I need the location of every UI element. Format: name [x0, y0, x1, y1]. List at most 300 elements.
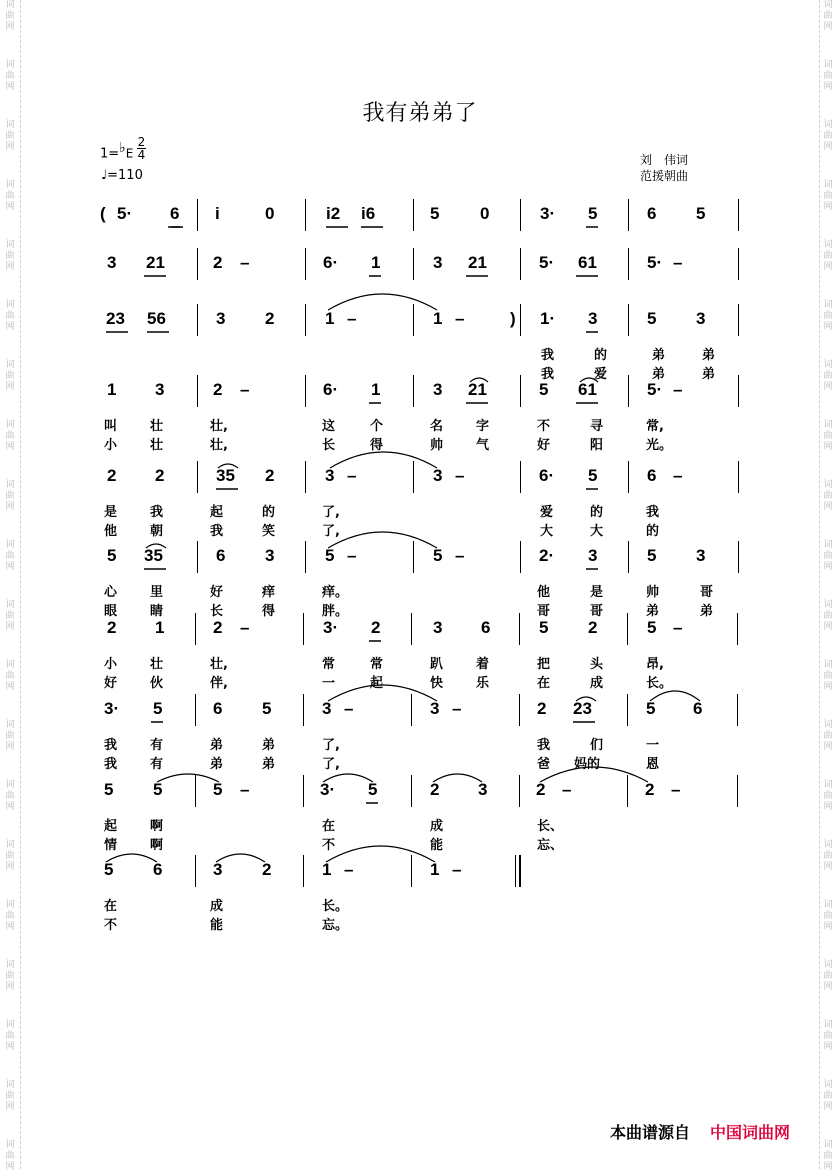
note: 6	[216, 546, 226, 565]
lyric-syllable: 不	[104, 918, 118, 933]
lyric-syllable: 伙	[150, 676, 164, 691]
watermark-text: 词 曲 网	[823, 1140, 833, 1172]
lyric-syllable: 弟	[262, 738, 276, 753]
watermark-text: 词 曲 网	[5, 840, 15, 872]
note: –	[347, 466, 357, 485]
note: 5	[213, 780, 223, 799]
lyric-syllable: 痒。	[322, 585, 349, 600]
note: 5	[104, 860, 114, 879]
note: 6	[647, 204, 657, 223]
key-prefix: 1=	[100, 146, 120, 162]
note: 2	[430, 780, 440, 799]
lyric-syllable: 好	[537, 438, 551, 453]
note: 6	[693, 699, 703, 718]
lyric-syllable: 弟	[652, 348, 666, 363]
lyric-syllable: 了,	[322, 505, 340, 520]
note: 23	[106, 309, 125, 328]
lyric-syllable: 啊	[150, 838, 164, 853]
note: 5	[433, 546, 443, 565]
lyric-syllable: 朝	[150, 524, 164, 539]
watermark-text: 词 曲 网	[823, 0, 833, 32]
lyric-syllable: 小	[104, 657, 118, 672]
watermark-text: 词 曲 网	[823, 240, 833, 272]
lyric-syllable: 壮,	[210, 657, 228, 672]
lyric-syllable: 我	[210, 524, 224, 539]
lyric-syllable: 在	[104, 899, 118, 914]
lyric-syllable: 在	[322, 819, 336, 834]
note: 35	[216, 466, 235, 485]
footer	[610, 1120, 790, 1143]
note: 1	[371, 253, 381, 272]
watermark-text: 词 曲 网	[823, 300, 833, 332]
lyric-syllable: 里	[150, 585, 164, 600]
lyric-syllable: 好	[210, 585, 224, 600]
lyric-syllable: 起	[104, 819, 118, 834]
lyric-syllable: 的	[646, 524, 660, 539]
lyric-syllable: 壮	[150, 438, 164, 453]
lyric-syllable: 的	[594, 348, 608, 363]
slur	[216, 854, 265, 862]
watermark-text: 词 曲 网	[5, 300, 15, 332]
lyric-syllable: 我	[646, 505, 660, 520]
lyric-syllable: 他	[537, 585, 551, 600]
note: i2	[326, 204, 341, 223]
note: 3	[433, 466, 443, 485]
lyric-syllable: 的	[590, 505, 604, 520]
watermark-text: 词 曲 网	[5, 780, 15, 812]
note: 5	[104, 780, 114, 799]
lyric-syllable: 忘、	[537, 838, 564, 853]
lyric-syllable: 我	[104, 757, 118, 772]
lyric-syllable: 快	[430, 676, 444, 691]
note: 2	[588, 618, 598, 637]
note: 1	[107, 380, 117, 399]
note: 2	[537, 699, 547, 718]
lyricist: 刘 伟词	[640, 153, 689, 167]
lyric-syllable: 能	[430, 838, 444, 853]
lyric-syllable: 眼	[104, 604, 118, 619]
note: 5·	[539, 253, 555, 272]
lyric-syllable: 我	[541, 348, 555, 363]
lyric-syllable: 个	[370, 419, 384, 434]
slur	[328, 532, 437, 548]
watermark-text: 词 曲 网	[5, 0, 15, 32]
lyric-syllable: 了,	[322, 738, 340, 753]
watermark-text: 词 曲 网	[5, 420, 15, 452]
note: –	[344, 860, 354, 879]
lyric-syllable: 弟	[702, 367, 716, 382]
lyric-syllable: 哥	[700, 585, 714, 600]
lyric-syllable: 啊	[150, 819, 164, 834]
lyric-syllable: 帅	[646, 585, 660, 600]
watermark-text: 词 曲 网	[823, 60, 833, 92]
watermark-text: 词 曲 网	[823, 540, 833, 572]
note: 3	[325, 466, 335, 485]
lyric-syllable: 弟	[702, 348, 716, 363]
watermark-text: 词 曲 网	[823, 720, 833, 752]
note: –	[562, 780, 572, 799]
note: 3·	[104, 699, 120, 718]
lyric-syllable: 长。	[322, 899, 349, 914]
note: –	[240, 618, 250, 637]
note: 1·	[540, 309, 556, 328]
note: 21	[468, 253, 487, 272]
lyric-syllable: 光。	[646, 438, 673, 453]
lyric-syllable: 不	[537, 419, 551, 434]
lyric-syllable: 长、	[537, 819, 564, 834]
watermark-text: 词 曲 网	[823, 960, 833, 992]
note: –	[671, 780, 681, 799]
note: 6·	[539, 466, 555, 485]
lyric-syllable: 成	[590, 676, 604, 691]
quarter-note-icon: ♩	[101, 168, 108, 183]
note: 6·	[323, 253, 339, 272]
watermark-text: 词 曲 网	[5, 540, 15, 572]
lyric-syllable: 弟	[210, 757, 224, 772]
lyric-syllable: 我	[537, 738, 551, 753]
footer-source: 本曲谱源自	[610, 1123, 691, 1142]
note: –	[455, 466, 465, 485]
slur	[580, 378, 598, 382]
slur	[328, 685, 437, 701]
watermark-text: 词 曲 网	[823, 480, 833, 512]
lyric-syllable: 妈的	[574, 757, 601, 772]
lyric-syllable: 睛	[150, 604, 164, 619]
lyric-syllable: 情	[104, 838, 118, 853]
note: 2	[213, 618, 223, 637]
lyric-syllable: 的	[262, 505, 276, 520]
lyric-syllable: 我	[150, 505, 164, 520]
lyric-syllable: 常	[322, 657, 336, 672]
watermark-text: 词 曲 网	[823, 1020, 833, 1052]
note: 3	[216, 309, 226, 328]
note: 2	[213, 380, 223, 399]
note: 3	[588, 546, 598, 565]
lyric-syllable: 这	[322, 419, 336, 434]
note: 5	[368, 780, 378, 799]
note: 3·	[323, 618, 339, 637]
note: 5·	[647, 380, 663, 399]
lyric-syllable: 乐	[476, 676, 490, 691]
note: –	[347, 309, 357, 328]
lyric-syllable: 哥	[537, 604, 551, 619]
note: 3	[322, 699, 332, 718]
lyric-syllable: 起	[370, 676, 384, 691]
lyric-syllable: 常	[370, 657, 384, 672]
lyric-syllable: 弟	[646, 604, 660, 619]
watermark-text: 词 曲 网	[5, 600, 15, 632]
watermark-text: 词 曲 网	[5, 60, 15, 92]
lyric-syllable: 一	[322, 676, 336, 691]
lyric-syllable: 我	[541, 367, 555, 382]
note: –	[344, 699, 354, 718]
lyric-syllable: 了,	[322, 757, 340, 772]
note: –	[673, 253, 683, 272]
lyric-syllable: 壮	[150, 419, 164, 434]
note: –	[673, 466, 683, 485]
lyric-syllable: 得	[370, 438, 384, 453]
note: 2	[155, 466, 165, 485]
note: 23	[573, 699, 592, 718]
note: 5	[647, 618, 657, 637]
watermark-text: 词 曲 网	[5, 180, 15, 212]
note: –	[240, 380, 250, 399]
watermark-text: 词 曲 网	[5, 120, 15, 152]
note: 3	[433, 380, 443, 399]
note: 3	[213, 860, 223, 879]
note: 5	[430, 204, 440, 223]
watermark-text: 词 曲 网	[823, 180, 833, 212]
key-letter: E	[125, 146, 134, 161]
watermark-text: 词 曲 网	[823, 600, 833, 632]
note: 1	[433, 309, 443, 328]
watermark-text: 词 曲 网	[5, 360, 15, 392]
lyric-syllable: 心	[104, 585, 118, 600]
lyric-syllable: 恩	[646, 757, 660, 772]
lyric-syllable: 字	[476, 419, 490, 434]
slur	[433, 774, 482, 782]
lyric-syllable: 叫	[104, 419, 118, 434]
lyric-syllable: 是	[590, 585, 604, 600]
lyric-syllable: 着	[476, 657, 490, 672]
lyric-syllable: 能	[210, 918, 224, 933]
lyric-syllable: 成	[430, 819, 444, 834]
note: 61	[578, 380, 597, 399]
watermark-text: 词 曲 网	[5, 1080, 15, 1112]
slur	[576, 697, 596, 701]
note: 0	[480, 204, 490, 223]
note: –	[455, 309, 465, 328]
lyric-syllable: 壮,	[210, 438, 228, 453]
note: 5	[696, 204, 706, 223]
note: 1	[371, 380, 381, 399]
lyric-syllable: 壮	[150, 657, 164, 672]
note: 5·	[117, 204, 133, 223]
watermark-text: 词 曲 网	[823, 840, 833, 872]
slur	[328, 294, 437, 310]
lyric-syllable: 常,	[646, 419, 664, 434]
note: 3	[430, 699, 440, 718]
note: 2	[645, 780, 655, 799]
note: i	[215, 204, 220, 223]
note: 5	[588, 466, 598, 485]
tempo-value: =110	[107, 168, 143, 183]
note: 2	[536, 780, 546, 799]
lyric-syllable: 壮,	[210, 419, 228, 434]
watermark-text: 词 曲 网	[823, 900, 833, 932]
note: 61	[578, 253, 597, 272]
note: 35	[144, 546, 163, 565]
time-denominator: 4	[137, 148, 146, 162]
watermark-text: 词 曲 网	[823, 420, 833, 452]
watermark-text: 词 曲 网	[5, 240, 15, 272]
lyric-syllable: 得	[262, 604, 276, 619]
watermark-text: 词 曲 网	[5, 960, 15, 992]
note: –	[455, 546, 465, 565]
lyric-syllable: 头	[590, 657, 604, 672]
lyric-syllable: 在	[537, 676, 551, 691]
note: 1	[430, 860, 440, 879]
footer-brand[interactable]: 中国词曲网	[710, 1123, 791, 1142]
slur	[540, 767, 648, 782]
watermark-text: 词 曲 网	[823, 660, 833, 692]
lyric-syllable: 他	[104, 524, 118, 539]
note: 5·	[647, 253, 663, 272]
lyric-syllable: 胖。	[322, 604, 349, 619]
lyric-syllable: 名	[430, 419, 444, 434]
lyric-syllable: 了,	[322, 524, 340, 539]
note: 5	[153, 699, 163, 718]
note: 2	[371, 618, 381, 637]
lyric-syllable: 弟	[700, 604, 714, 619]
note: 56	[147, 309, 166, 328]
note: 3·	[320, 780, 336, 799]
note: 2	[265, 466, 275, 485]
note: 5	[107, 546, 117, 565]
note: 5	[262, 699, 272, 718]
note: 3·	[540, 204, 556, 223]
slur	[323, 774, 373, 782]
note: 1	[325, 309, 335, 328]
lyric-syllable: 长	[322, 438, 336, 453]
lyric-syllable: 痒	[262, 585, 276, 600]
lyric-syllable: 大	[540, 524, 554, 539]
lyric-syllable: 小	[104, 438, 118, 453]
watermark-text: 词 曲 网	[823, 360, 833, 392]
lyric-syllable: 气	[476, 438, 490, 453]
note: 1	[155, 618, 165, 637]
watermark-text: 词 曲 网	[5, 660, 15, 692]
lyric-syllable: 笑	[262, 524, 276, 539]
lyric-syllable: 弟	[210, 738, 224, 753]
note: 2	[265, 309, 275, 328]
note: i6	[361, 204, 376, 223]
watermark-text: 词 曲 网	[5, 1140, 15, 1172]
lyric-syllable: 们	[590, 738, 604, 753]
note: 6	[170, 204, 180, 223]
watermark-text: 词 曲 网	[5, 900, 15, 932]
note: 5	[646, 699, 656, 718]
lyric-syllable: 趴	[430, 657, 444, 672]
slur	[330, 452, 437, 468]
lyric-syllable: 弟	[262, 757, 276, 772]
note: 5	[539, 618, 549, 637]
note: 6	[213, 699, 223, 718]
note: –	[452, 860, 462, 879]
note: 2	[107, 466, 117, 485]
watermark-text: 词 曲 网	[823, 1080, 833, 1112]
note: 3	[433, 253, 443, 272]
lyric-syllable: 哥	[590, 604, 604, 619]
lyric-syllable: 伴,	[210, 676, 228, 691]
note: 5	[647, 546, 657, 565]
lyric-syllable: 爱	[594, 367, 608, 382]
lyric-syllable: 成	[210, 899, 224, 914]
slur	[218, 464, 238, 468]
slur	[650, 691, 700, 701]
note: 2	[262, 860, 272, 879]
note: 1	[322, 860, 332, 879]
lyric-syllable: 好	[104, 676, 118, 691]
note: 6	[647, 466, 657, 485]
lyric-syllable: 起	[210, 505, 224, 520]
watermark-text: 词 曲 网	[823, 120, 833, 152]
note: –	[240, 253, 250, 272]
note: 3	[478, 780, 488, 799]
lyric-syllable: 长	[210, 604, 224, 619]
note: 3	[696, 546, 706, 565]
lyric-syllable: 阳	[590, 438, 604, 453]
watermark-text: 词 曲 网	[5, 720, 15, 752]
note: 5	[325, 546, 335, 565]
lyric-syllable: 昂,	[646, 657, 664, 672]
slur	[326, 846, 435, 862]
note: 3	[155, 380, 165, 399]
note: 2	[107, 618, 117, 637]
time-numerator: 2	[137, 135, 146, 149]
slur	[470, 378, 488, 382]
note: 0	[265, 204, 275, 223]
slur	[157, 774, 219, 782]
slur	[146, 544, 166, 548]
note: –	[673, 618, 683, 637]
slur	[106, 854, 157, 862]
note: 3	[696, 309, 706, 328]
composer: 范援朝曲	[640, 169, 689, 183]
lyric-syllable: 有	[150, 738, 164, 753]
flat-sign: ♭	[119, 140, 126, 156]
note: 2·	[539, 546, 555, 565]
lyric-syllable: 爱	[540, 505, 554, 520]
note: 21	[468, 380, 487, 399]
lyric-syllable: 一	[646, 738, 660, 753]
note: )	[510, 309, 516, 328]
note: 6·	[323, 380, 339, 399]
note: 5	[647, 309, 657, 328]
song-title: 我有弟弟了	[362, 101, 478, 126]
lyric-syllable: 长。	[646, 676, 673, 691]
note: 5	[588, 204, 598, 223]
watermark-text: 词 曲 网	[5, 480, 15, 512]
note: 6	[153, 860, 163, 879]
note: 21	[146, 253, 165, 272]
lyric-syllable: 有	[150, 757, 164, 772]
note: (	[100, 204, 106, 223]
note: 5	[153, 780, 163, 799]
note: –	[347, 546, 357, 565]
lyric-syllable: 大	[590, 524, 604, 539]
lyric-syllable: 忘。	[322, 918, 349, 933]
note: 2	[213, 253, 223, 272]
note: 3	[107, 253, 117, 272]
lyric-syllable: 是	[104, 505, 118, 520]
note: 3	[433, 618, 443, 637]
note: –	[452, 699, 462, 718]
watermark-text: 词 曲 网	[823, 780, 833, 812]
note: 5	[539, 380, 549, 399]
note: 3	[588, 309, 598, 328]
lyric-syllable: 爸	[537, 757, 551, 772]
lyric-syllable: 弟	[652, 367, 666, 382]
lyric-syllable: 我	[104, 738, 118, 753]
note: 6	[481, 618, 491, 637]
lyric-syllable: 把	[537, 657, 551, 672]
lyric-syllable: 不	[322, 838, 336, 853]
lyric-syllable: 寻	[590, 419, 604, 434]
watermark-text: 词 曲 网	[5, 1020, 15, 1052]
note: 3	[265, 546, 275, 565]
note: –	[240, 780, 250, 799]
